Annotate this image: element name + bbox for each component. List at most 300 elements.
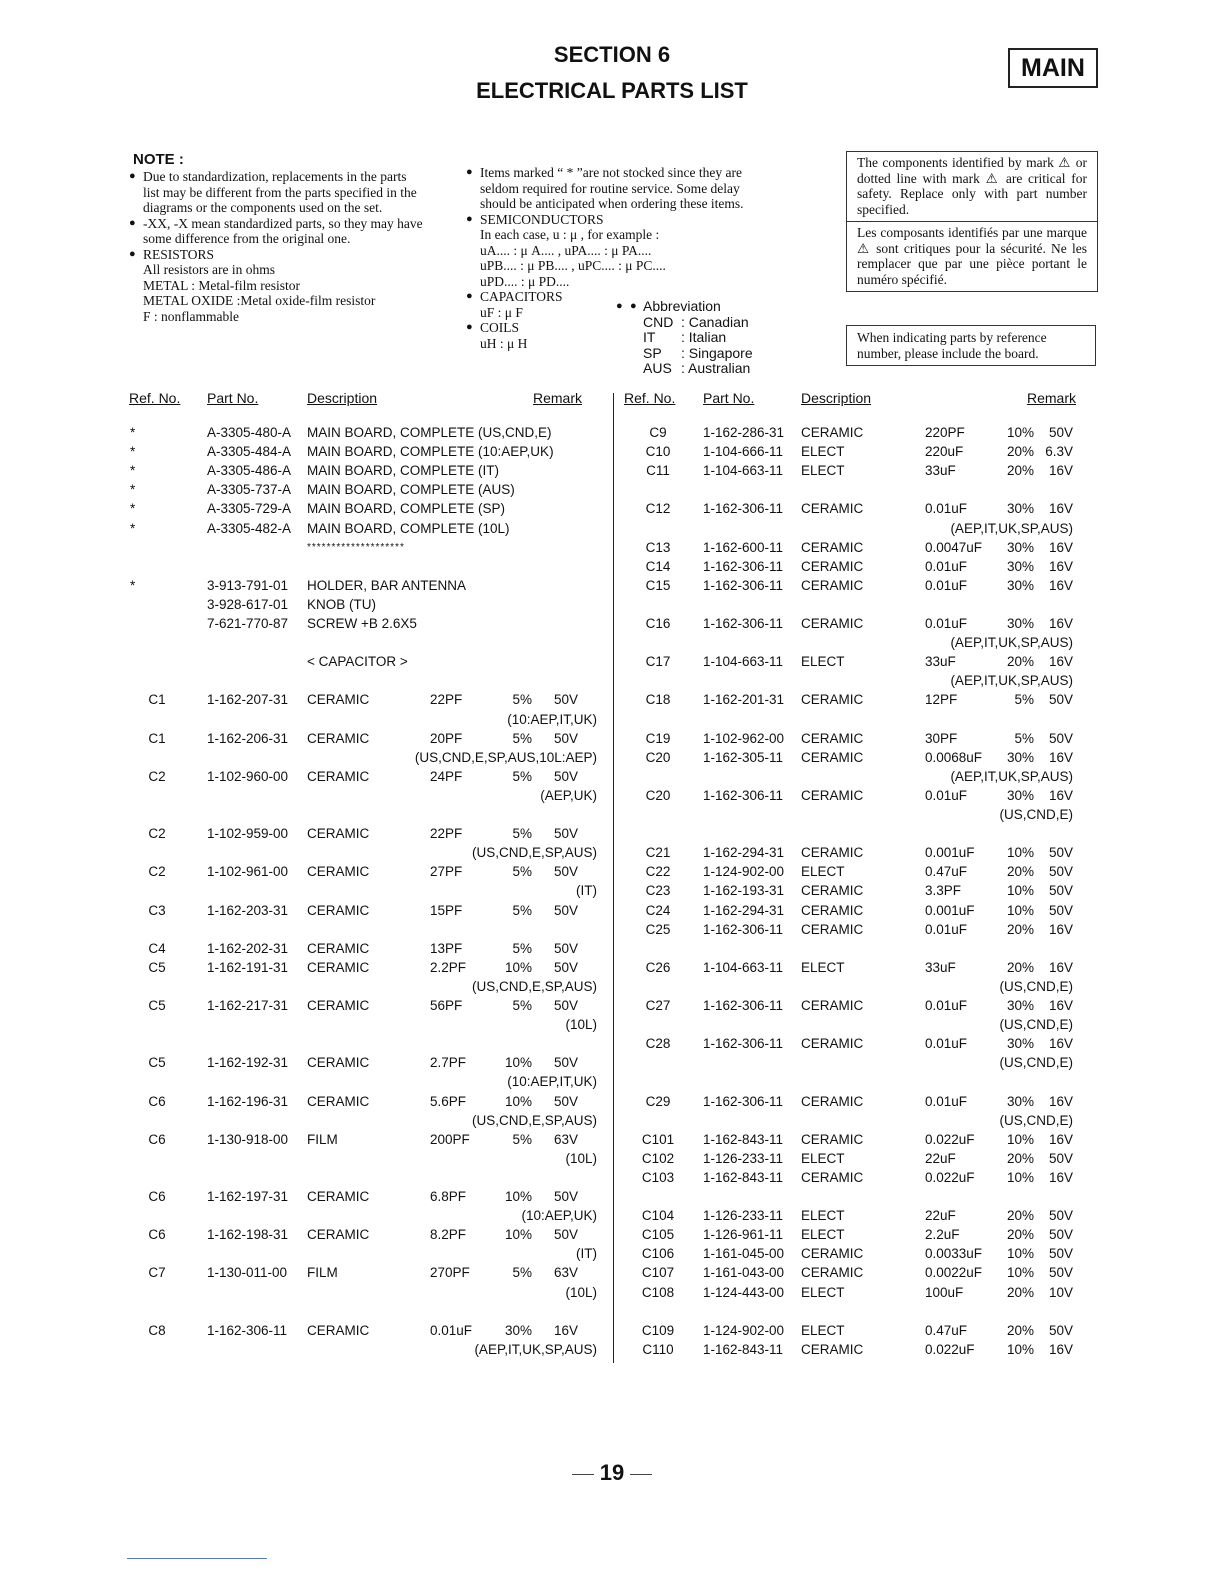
description: CERAMIC [307,1189,370,1204]
value: 22uF [925,1150,956,1166]
voltage: 50V [1048,692,1073,708]
tolerance: 20% [1006,1322,1034,1338]
ref-no: C19 [645,730,671,746]
table-row [0,1187,1224,1206]
ref-no: C18 [645,692,671,708]
description: CERAMIC [307,864,370,880]
part-no: A-3305-480-A [207,425,292,440]
remark: (AEP,IT,UK,SP,AUS) [474,1341,597,1357]
value: 22PF [430,692,463,708]
part-no: 1-162-843-11 [703,1341,784,1357]
part-no: 1-162-306-11 [703,558,784,574]
voltage: 16V [1048,787,1073,803]
ref-no: C6 [148,1131,166,1147]
description: CERAMIC [801,1036,864,1052]
note-item: ● Items marked “ * ”are not stocked since they are seldom required for routine service. Some delay should be anticipated when ordering these items. [480,165,762,212]
table-row [0,939,1224,958]
description: ELECT [801,1208,845,1224]
description: CERAMIC [801,1265,864,1281]
ref-no: C28 [645,1036,671,1052]
abbreviation-title: Abbreviation [643,298,721,314]
description: CERAMIC [307,768,370,784]
remark: (10L) [565,1017,597,1033]
value: 6.8PF [430,1189,467,1204]
part-no: 1-162-843-11 [703,1131,784,1147]
part-no: 1-104-663-11 [703,654,784,670]
ref-no: C1 [148,692,166,708]
part-no: 1-102-960-00 [207,768,289,784]
remark: (10:AEP,UK) [521,1208,597,1224]
note-item: ● RESISTORS [143,247,425,263]
part-no: A-3305-484-A [207,444,292,460]
ref-no: C5 [148,959,166,975]
note-item: ● CAPACITORS [480,289,762,305]
value: 200PF [430,1131,470,1147]
tolerance: 30% [1006,1093,1034,1109]
remark: (AEP,IT,UK,SP,AUS) [950,768,1073,784]
page-title: ELECTRICAL PARTS LIST [476,78,748,103]
voltage: 50V [1048,425,1073,440]
note-item: ● -XX, -X mean standardized parts, so they may have some difference from the original one. [143,216,425,247]
tolerance: 10% [1006,1246,1034,1262]
voltage: 16V [1048,616,1073,631]
ref-no: C104 [641,1208,675,1224]
ref-no: C10 [645,444,671,460]
part-no: 1-104-666-11 [703,444,784,460]
table-row [0,442,1224,461]
tolerance: 20% [1006,654,1034,670]
tolerance: 10% [1006,1265,1034,1281]
abbreviation-item [643,361,753,377]
table-row [0,499,1224,518]
description: CERAMIC [307,1093,370,1109]
value: 270PF [430,1265,470,1281]
voltage: 50V [553,730,578,746]
part-no: 1-162-305-11 [703,749,784,765]
description: CERAMIC [801,539,864,555]
description: CERAMIC [801,616,864,631]
tolerance: 10% [1006,845,1034,861]
note-item: uF : μ F [480,304,523,320]
part-no: 1-104-663-11 [703,463,784,479]
ref-no: C5 [148,998,166,1013]
part-no: 1-162-192-31 [207,1055,289,1071]
page-number-text: 19 [599,1460,625,1485]
voltage: 16V [1048,1341,1073,1357]
description: FILM [307,1131,338,1147]
part-no: 1-162-191-31 [207,959,289,975]
part-no: 1-162-306-11 [703,1093,784,1109]
voltage: 50V [1048,902,1073,918]
part-no: A-3305-729-A [207,501,292,517]
value: 20PF [430,730,463,746]
table-row [0,920,1224,939]
abbreviation-code: AUS [643,360,672,376]
abbreviation-block [630,299,753,377]
part-no: 1-126-233-11 [703,1208,784,1224]
part-no: 1-162-306-11 [703,501,784,517]
part-no: A-3305-486-A [207,463,292,479]
table-row [0,576,1224,595]
description: ELECT [801,1150,845,1166]
value: 56PF [430,998,463,1013]
voltage: 6.3V [1045,444,1073,460]
voltage: 16V [1048,1131,1073,1147]
value: 33uF [925,654,956,670]
table-row [0,1130,1224,1149]
stock-mark: * [130,444,136,460]
table-row [0,786,1224,805]
table-row [0,1015,1224,1034]
table-row [0,1263,1224,1282]
reference-notice: When indicating parts by reference number, please include the board. [846,325,1096,366]
tolerance: 30% [1006,539,1034,555]
ref-no: C7 [148,1265,166,1281]
table-row [0,1168,1224,1187]
part-no: A-3305-482-A [207,520,292,536]
voltage: 50V [1048,1246,1073,1262]
part-no: 1-162-306-11 [703,998,784,1013]
tolerance: 30% [1006,501,1034,517]
remark: (IT) [576,883,597,899]
ref-no: C105 [641,1227,675,1243]
ref-no: C6 [148,1093,166,1109]
value: 0.01uF [925,501,968,517]
description: MAIN BOARD, COMPLETE (SP) [307,501,506,517]
header-ref-right: Ref. No. [624,390,676,406]
description: ELECT [801,463,845,479]
tolerance: 5% [512,768,532,784]
part-no: 1-162-306-11 [703,577,784,593]
abbreviation-code: IT [643,329,656,345]
part-no: 1-161-045-00 [703,1246,785,1262]
voltage: 16V [1048,577,1073,593]
table-row [0,1283,1224,1302]
value: 2.7PF [430,1055,467,1071]
value: 0.01uF [925,787,968,803]
board-badge: MAIN [1008,48,1098,88]
note-item: METAL : Metal-film resistor [143,277,301,293]
description: CERAMIC [801,998,864,1013]
value: 24PF [430,768,463,784]
table-row [0,538,1224,557]
remark: (US,CND,E) [999,807,1073,822]
table-row [0,824,1224,843]
remark: (AEP,IT,UK,SP,AUS) [950,520,1073,536]
tolerance: 10% [1006,1341,1034,1357]
description: CERAMIC [307,826,370,842]
abbreviation-code: CND [643,313,674,330]
tolerance: 30% [1006,577,1034,593]
remark: (AEP,IT,UK,SP,AUS) [950,673,1073,689]
tolerance: 30% [1006,998,1034,1013]
tolerance: 10% [1006,902,1034,918]
abbreviation-item [643,330,753,346]
table-row [0,595,1224,614]
description: CERAMIC [801,1169,864,1185]
description: CERAMIC [801,1246,864,1262]
part-no: 1-162-193-31 [703,883,785,899]
ref-no: C102 [641,1150,675,1166]
voltage: 50V [553,864,578,880]
ref-no: C20 [645,787,671,803]
part-no: 1-162-217-31 [207,998,289,1013]
description: CERAMIC [801,425,864,440]
description: CERAMIC [801,749,864,765]
voltage: 50V [1048,845,1073,861]
tolerance: 20% [1006,1227,1034,1243]
tolerance: 30% [1006,749,1034,765]
part-no: 1-162-294-31 [703,902,785,918]
voltage: 16V [1048,539,1073,555]
ref-no: C108 [641,1284,675,1300]
stock-mark: * [130,577,136,593]
ref-no: C15 [645,577,671,593]
stock-mark: * [130,425,136,440]
voltage: 16V [1048,501,1073,517]
part-no: 1-162-306-11 [703,616,784,631]
description: MAIN BOARD, COMPLETE (AUS) [307,482,515,498]
note-item: uPB.... : μ PB.... , uPC.... : μ PC.... [480,258,666,273]
part-no: 1-102-959-00 [207,826,289,842]
tolerance: 5% [512,864,532,880]
tolerance: 10% [504,1093,532,1109]
value: 2.2uF [925,1227,960,1243]
value: 0.01uF [925,577,968,593]
table-row [0,901,1224,920]
voltage: 50V [553,959,578,975]
remark: (AEP,UK) [540,787,597,803]
note-item: uA.... : μ A.... , uPA.... : μ PA.... [480,242,652,258]
part-no: 3-928-617-01 [207,596,289,612]
description: CERAMIC [801,845,864,861]
table-row [0,843,1224,862]
part-no: 1-102-962-00 [703,730,785,746]
ref-no: C17 [645,654,671,670]
remark: (10L) [565,1150,597,1166]
ref-no: C13 [645,539,671,555]
table-row [0,1111,1224,1130]
safety-notice-en: The components identified by mark ⚠ or dotted line with mark ⚠ are critical for safety. Replace only with part number specified. [857,155,1087,217]
value: 22uF [925,1208,956,1224]
part-no: 1-162-294-31 [703,845,785,861]
part-no: 1-162-198-31 [207,1227,289,1243]
table-row [0,1206,1224,1225]
part-no: 1-162-306-11 [703,921,784,937]
tolerance: 10% [1006,1131,1034,1147]
part-no: 1-162-196-31 [207,1093,289,1109]
tolerance: 10% [504,1055,532,1071]
part-no: 1-104-663-11 [703,959,784,975]
part-no: 1-124-902-00 [703,1322,785,1338]
ref-no: C9 [649,425,667,440]
voltage: 16V [1048,749,1073,765]
ref-no: C106 [641,1246,675,1262]
voltage: 16V [1048,654,1073,670]
value: 0.01uF [925,558,968,574]
value: 0.47uF [925,1322,968,1338]
tolerance: 30% [504,1322,532,1338]
remark: (US,CND,E,SP,AUS) [471,845,597,861]
part-no: 1-162-206-31 [207,730,289,746]
table-row [0,1340,1224,1359]
tolerance: 5% [1014,692,1034,708]
ref-no: C16 [645,616,671,631]
part-no: 1-124-902-00 [703,864,785,880]
voltage: 16V [1048,1169,1073,1185]
ref-no: C2 [148,826,166,842]
voltage: 16V [1048,463,1073,479]
value: 0.01uF [925,1093,968,1109]
value: 13PF [430,940,463,956]
table-row [0,690,1224,709]
table-row [0,1149,1224,1168]
description: ELECT [801,1227,845,1243]
value: 30PF [925,730,958,746]
value: 0.022uF [925,1131,975,1147]
part-no: 1-162-203-31 [207,902,289,918]
part-no: 1-126-961-11 [703,1227,784,1243]
ref-no: C5 [148,1055,166,1071]
value: 0.0033uF [925,1246,983,1262]
voltage: 50V [1048,1208,1073,1224]
table-row [0,671,1224,690]
value: 0.022uF [925,1169,975,1185]
ref-no: C3 [148,902,166,918]
voltage: 50V [553,902,578,918]
table-row [0,461,1224,480]
header-desc-left: Description [307,390,378,406]
part-no: 1-162-207-31 [207,692,289,708]
voltage: 16V [553,1322,578,1338]
note-item: ● Due to standardization, replacements in the parts list may be different from the parts specified in the diagrams or the components used on the set. [143,169,425,216]
part-no: 1-124-443-00 [703,1284,785,1300]
note-item: F : nonflammable [143,308,239,324]
value: 12PF [925,692,958,708]
tolerance: 30% [1006,616,1034,631]
table-row [0,1225,1224,1244]
note-item: In each case, u : μ , for example : [480,227,660,242]
description: CERAMIC [307,959,370,975]
tolerance: 10% [1006,425,1034,440]
header-remark-right: Remark [1027,390,1077,406]
table-row [0,633,1224,652]
stock-mark: * [130,463,136,479]
remark: (US,CND,E) [999,1017,1073,1033]
tolerance: 20% [1006,463,1034,479]
description: CERAMIC [801,577,864,593]
description: CERAMIC [801,501,864,517]
voltage: 50V [1048,883,1073,899]
description: CERAMIC [307,998,370,1013]
note-title: NOTE : [133,151,184,168]
part-no: 1-162-201-31 [703,692,785,708]
voltage: 50V [1048,1322,1073,1338]
part-no: 1-162-600-11 [703,539,784,555]
table-row [0,862,1224,881]
tolerance: 10% [1006,1169,1034,1185]
description: CERAMIC [801,1093,864,1109]
value: 3.3PF [925,883,962,899]
value: 0.47uF [925,864,968,880]
voltage: 10V [1048,1284,1073,1300]
value: 27PF [430,864,463,880]
description: < CAPACITOR > [307,654,408,670]
tolerance: 5% [512,730,532,746]
tolerance: 20% [1006,1150,1034,1166]
tolerance: 10% [1006,883,1034,899]
part-no: 1-162-843-11 [703,1169,784,1185]
description: ELECT [801,959,845,975]
ref-no: C8 [148,1322,166,1338]
ref-no: C14 [645,558,671,574]
part-no: 1-162-306-11 [207,1322,288,1338]
voltage: 50V [553,826,578,842]
voltage: 16V [1048,921,1073,937]
description: MAIN BOARD, COMPLETE (10L) [307,520,510,536]
description: CERAMIC [801,1341,864,1357]
remark: (US,CND,E) [999,1112,1073,1128]
ref-no: C109 [641,1322,675,1338]
description: CERAMIC [801,921,864,937]
value: 0.01uF [925,616,968,631]
description: SCREW +B 2.6X5 [307,616,417,631]
tolerance: 10% [504,959,532,975]
tolerance: 5% [512,1265,532,1281]
ref-no: C107 [641,1265,675,1281]
stock-mark: * [130,520,136,536]
tolerance: 20% [1006,444,1034,460]
voltage: 50V [553,1227,578,1243]
description: CERAMIC [801,787,864,803]
description: ELECT [801,1322,845,1338]
table-row [0,977,1224,996]
description: FILM [307,1265,338,1281]
voltage: 50V [1048,1265,1073,1281]
note-item: ● COILS [480,320,762,336]
part-no: 1-162-306-11 [703,1036,784,1052]
table-row [0,805,1224,824]
tolerance: 5% [512,826,532,842]
voltage: 16V [1048,1036,1073,1052]
voltage: 50V [553,940,578,956]
ref-no: C22 [645,864,671,880]
value: 22PF [430,826,463,842]
part-no: 1-162-197-31 [207,1189,289,1204]
table-row [0,1034,1224,1053]
description: CERAMIC [801,558,864,574]
part-no: 1-162-202-31 [207,940,289,956]
description: CERAMIC [801,883,864,899]
remark: (US,CND,E) [999,978,1073,994]
note-item: uH : μ H [480,335,528,351]
part-no: A-3305-737-A [207,482,292,498]
tolerance: 5% [512,998,532,1013]
value: 0.001uF [925,845,975,861]
ref-no: C20 [645,749,671,765]
voltage: 63V [553,1131,578,1147]
ref-no: C26 [645,959,671,975]
part-no: 1-162-286-31 [703,425,785,440]
part-no: 3-913-791-01 [207,577,289,593]
tolerance: 5% [1014,730,1034,746]
table-row [0,652,1224,671]
value: 8.2PF [430,1227,467,1243]
ref-no: C103 [641,1169,675,1185]
remark: (US,CND,E,SP,AUS) [471,978,597,994]
remark: (US,CND,E) [999,1055,1073,1071]
voltage: 16V [1048,558,1073,574]
